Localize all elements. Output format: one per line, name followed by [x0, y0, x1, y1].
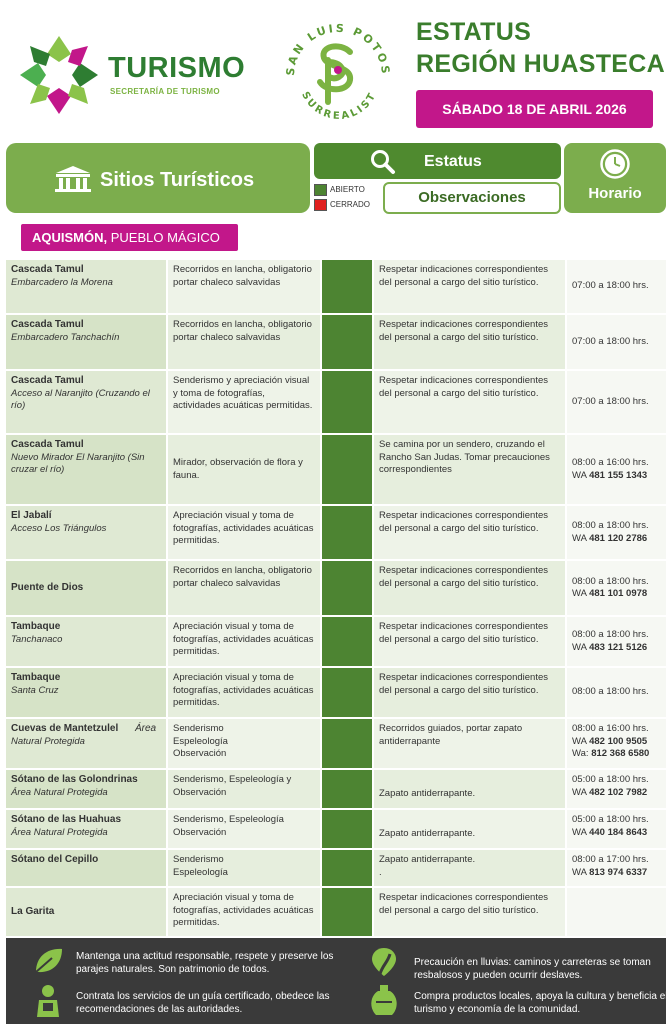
- site-cell: [6, 315, 168, 371]
- wa-prefix: WA: [572, 532, 587, 544]
- tip-local-text: Compra productos locales, apoya la cultura y beneficia el turismo y economía de la comunidad.: [414, 991, 668, 1015]
- status-open-cell: [322, 888, 374, 938]
- table-row: [6, 260, 666, 315]
- site-sub: Área Natural Protegida: [11, 826, 108, 838]
- site-name: Puente de Dios: [11, 581, 84, 593]
- hours-text: 08:00 a 16:00 hrs.: [572, 723, 649, 734]
- site-cell: [6, 719, 168, 770]
- whatsapp-line-2: [572, 748, 661, 761]
- site-cell: [6, 810, 168, 850]
- site-cell: [6, 435, 168, 506]
- table-row: [6, 617, 666, 668]
- table-row: [6, 315, 666, 371]
- notes-cell: Respetar indicaciones correspondientes del personal a cargo del sitio turístico.: [374, 668, 567, 719]
- horario-label: Horario: [588, 185, 642, 202]
- wa-prefix: WA: [572, 469, 587, 481]
- site-name: El Jabalí: [11, 510, 52, 521]
- seal-text-bottom: SURREALIST: [299, 90, 379, 122]
- brand-subtitle: SECRETARÍA DE TURISMO: [110, 87, 220, 96]
- notes-cell: Respetar indicaciones correspondientes del personal a cargo del sitio turístico.: [374, 506, 567, 561]
- legend-closed: CERRADO: [330, 200, 371, 209]
- hours-cell: [567, 810, 666, 850]
- status-open-cell: [322, 260, 374, 315]
- whatsapp-line: [572, 736, 661, 749]
- hours-text: 08:00 a 18:00 hrs.: [572, 686, 649, 698]
- wa-number-2: 812 368 6580: [591, 748, 650, 759]
- site-cell: [6, 506, 168, 561]
- site-name: Cascada Tamul: [11, 375, 84, 386]
- museum-icon: [54, 165, 92, 193]
- activities-cell: Apreciación visual y toma de fotografías, actividades acuáticas permitidas.: [168, 506, 322, 561]
- table-row: [6, 810, 666, 850]
- region-badge: [21, 224, 238, 251]
- pottery-icon: [368, 984, 400, 1018]
- wa-number: 483 121 5126: [589, 641, 648, 653]
- activities-cell: Senderismo, Espeleología Observación: [168, 810, 322, 850]
- activities-cell: Apreciación visual y toma de fotografías, actividades acuáticas permitidas.: [168, 888, 322, 938]
- site-sub: Embarcadero Tanchachín: [11, 331, 120, 343]
- guide-icon: [32, 984, 64, 1018]
- site-name: Sótano del Cepillo: [11, 854, 99, 865]
- turismo-logo: [16, 32, 256, 122]
- seal-text-top: SAN LUIS POTOS: [283, 21, 393, 77]
- site-name: [11, 723, 161, 736]
- title-line-2: REGIÓN HUASTECA: [416, 50, 665, 78]
- wa-number: 481 155 1343: [589, 469, 648, 481]
- hours-text: 05:00 a 18:00 hrs.: [572, 774, 649, 785]
- search-icon: [370, 149, 396, 175]
- hours-cell: [567, 719, 666, 770]
- page-header: [0, 0, 670, 140]
- hours-cell: [567, 260, 666, 315]
- whatsapp-line: [572, 787, 661, 800]
- hours-cell: [567, 371, 666, 435]
- status-open-cell: [322, 506, 374, 561]
- whatsapp-line: [572, 588, 661, 601]
- hours-text: 05:00 a 18:00 hrs.: [572, 814, 649, 825]
- wa-number: 813 974 6337: [589, 866, 648, 878]
- whatsapp-line: [572, 642, 661, 655]
- site-cell: [6, 561, 168, 617]
- hours-cell: [567, 850, 666, 888]
- brand-name: TURISMO: [108, 52, 246, 84]
- site-cell: [6, 668, 168, 719]
- site-name: La Garita: [11, 905, 55, 917]
- table-row: [6, 888, 666, 938]
- site-cell: [6, 850, 168, 888]
- status-open-cell: [322, 435, 374, 506]
- site-sub: Acceso al Naranjito (Cruzando el río): [11, 387, 150, 411]
- site-name: Tambaque: [11, 621, 61, 632]
- hours-cell: [567, 617, 666, 668]
- hours-cell: [567, 561, 666, 617]
- site-sub-prefix: Área: [134, 723, 157, 734]
- notes-cell: Recorridos guiados, portar zapato antiderrapante: [374, 719, 567, 770]
- status-open-cell: [322, 810, 374, 850]
- activities-cell: Senderismo Espeleología Observación: [168, 719, 322, 770]
- table-row: [6, 506, 666, 561]
- status-open-cell: [322, 315, 374, 371]
- wa-number: 482 100 9505: [589, 735, 648, 747]
- site-name: Sótano de las Golondrinas: [11, 774, 138, 785]
- hours-cell: [567, 315, 666, 371]
- site-name: Cascada Tamul: [11, 264, 84, 275]
- site-sub: Acceso Los Triángulos: [11, 522, 107, 534]
- status-open-cell: [322, 668, 374, 719]
- site-name: Sótano de las Huahuas: [11, 814, 122, 825]
- notes-cell: Zapato antiderrapante.: [374, 770, 567, 810]
- status-legend: [314, 182, 380, 214]
- activities-cell: Senderismo y apreciación visual y toma de fotografías, actividades acuáticas permitidas.: [168, 371, 322, 435]
- open-swatch: [314, 184, 327, 196]
- site-cell: [6, 770, 168, 810]
- activities-cell: Apreciación visual y toma de fotografías, actividades acuáticas permitidas.: [168, 617, 322, 668]
- site-sub: Santa Cruz: [11, 684, 59, 696]
- hours-text: 08:00 a 17:00 hrs.: [572, 854, 649, 865]
- notes-cell: Respetar indicaciones correspondientes del personal a cargo del sitio turístico.: [374, 260, 567, 315]
- wa-prefix: WA: [572, 641, 587, 653]
- page-title: [416, 16, 665, 80]
- activities-cell: Recorridos en lancha, obligatorio portar chaleco salvavidas: [168, 260, 322, 315]
- header-estatus: [314, 143, 561, 179]
- activities-cell: Recorridos en lancha, obligatorio portar chaleco salvavidas: [168, 561, 322, 617]
- wa2-prefix: Wa:: [572, 748, 589, 759]
- table-row: [6, 371, 666, 435]
- hours-cell: [567, 506, 666, 561]
- tip-rain-text: Precaución en lluvias: caminos y carreteras se toman resbalosos y pueden ocurrir deslaves.: [414, 957, 651, 981]
- table-row: [6, 561, 666, 617]
- site-sub: Nuevo Mirador El Naranjito (Sin cruzar el río): [11, 451, 145, 475]
- hours-cell: [567, 888, 666, 938]
- wa-prefix: WA: [572, 826, 587, 838]
- whatsapp-line: [572, 533, 661, 546]
- date-badge: SÁBADO 18 DE ABRIL 2026: [416, 90, 653, 128]
- site-name: Cascada Tamul: [11, 439, 84, 450]
- legend-open: ABIERTO: [330, 185, 365, 194]
- slp-seal-logo: [280, 10, 395, 135]
- hours-cell: [567, 770, 666, 810]
- whatsapp-line: [572, 867, 661, 880]
- turismo-star-icon: [16, 32, 102, 118]
- footer-tips: [6, 938, 666, 1024]
- activities-cell: [168, 435, 322, 506]
- site-sub: Embarcadero la Morena: [11, 276, 113, 288]
- status-open-cell: [322, 719, 374, 770]
- sitios-label: Sitios Turísticos: [100, 169, 255, 191]
- clock-icon: [599, 148, 631, 180]
- table-row: [6, 668, 666, 719]
- whatsapp-line: [572, 827, 661, 840]
- wa-prefix: WA: [572, 588, 587, 599]
- wa-prefix: WA: [572, 786, 587, 798]
- hours-cell: [567, 668, 666, 719]
- hours-text: 08:00 a 18:00 hrs.: [572, 575, 649, 587]
- table-row: [6, 770, 666, 810]
- region-name: AQUISMÓN,: [32, 230, 108, 245]
- header-observaciones: Observaciones: [383, 182, 561, 214]
- wa-prefix: WA: [572, 866, 587, 878]
- wa-number: 481 120 2786: [589, 532, 648, 544]
- site-name-text: Cuevas de Mantetzulel: [11, 723, 119, 734]
- header-sitios: [6, 143, 310, 213]
- site-cell: [6, 260, 168, 315]
- hours-text: 08:00 a 18:00 hrs.: [572, 629, 649, 640]
- activities-text: Mirador, observación de flora y fauna.: [173, 457, 303, 481]
- hours-text: 08:00 a 18:00 hrs.: [572, 520, 649, 531]
- notes-cell: Zapato antiderrapante.: [374, 810, 567, 850]
- wa-number: 440 184 8643: [589, 826, 648, 838]
- hours-text: 08:00 a 16:00 hrs.: [572, 457, 649, 468]
- hours-text: 07:00 a 18:00 hrs.: [572, 280, 649, 292]
- wa-prefix: WA: [572, 735, 587, 747]
- notes-cell: Respetar indicaciones correspondientes del personal a cargo del sitio turístico.: [374, 371, 567, 435]
- site-name: Tambaque: [11, 672, 61, 683]
- wa-number: 482 102 7982: [589, 786, 648, 798]
- estatus-label: Estatus: [424, 153, 482, 170]
- site-sub: Natural Protegida: [11, 735, 85, 747]
- hours-text: 07:00 a 18:00 hrs.: [572, 335, 649, 347]
- header-horario: [564, 143, 666, 213]
- site-sub: Área Natural Protegida: [11, 786, 108, 798]
- site-name: Cascada Tamul: [11, 319, 84, 330]
- table-row: [6, 435, 666, 506]
- status-open-cell: [322, 617, 374, 668]
- closed-swatch: [314, 199, 327, 211]
- wa-number: 481 101 0978: [589, 588, 648, 599]
- status-open-cell: [322, 561, 374, 617]
- site-cell: [6, 888, 168, 938]
- notes-cell: Respetar indicaciones correspondientes del personal a cargo del sitio turístico.: [374, 561, 567, 617]
- tip-guide-text: Contrata los servicios de un guía certificado, obedece las recomendaciones de las autoridades.: [76, 991, 330, 1015]
- hours-cell: [567, 435, 666, 506]
- table-row: [6, 850, 666, 888]
- status-open-cell: [322, 770, 374, 810]
- notes-cell: Respetar indicaciones correspondientes del personal a cargo del sitio turístico.: [374, 617, 567, 668]
- site-cell: [6, 617, 168, 668]
- notes-cell: Zapato antiderrapante. .: [374, 850, 567, 888]
- hours-text: 07:00 a 18:00 hrs.: [572, 395, 649, 407]
- site-cell: [6, 371, 168, 435]
- status-open-cell: [322, 850, 374, 888]
- tip-nature-text: Mantenga una actitud responsable, respete y preserve los parajes naturales. Son patrimonio de todos.: [76, 951, 334, 975]
- road-warning-icon: [368, 946, 400, 978]
- activities-cell: Senderismo Espeleología: [168, 850, 322, 888]
- status-open-cell: [322, 371, 374, 435]
- activities-cell: Senderismo, Espeleología y Observación: [168, 770, 322, 810]
- notes-cell: Se camina por un sendero, cruzando el Rancho San Judas. Tomar precauciones correspondientes: [374, 435, 567, 506]
- notes-cell: Respetar indicaciones correspondientes del personal a cargo del sitio turístico.: [374, 315, 567, 371]
- activities-cell: Apreciación visual y toma de fotografías, actividades acuáticas permitidas.: [168, 668, 322, 719]
- table-row: [6, 719, 666, 770]
- title-line-1: ESTATUS: [416, 18, 532, 46]
- notes-cell: Respetar indicaciones correspondientes del personal a cargo del sitio turístico.: [374, 888, 567, 938]
- leaf-icon: [32, 946, 64, 976]
- site-sub: Tanchanaco: [11, 633, 63, 645]
- whatsapp-line: [572, 470, 661, 483]
- region-tag: PUEBLO MÁGICO: [107, 230, 220, 245]
- activities-cell: Recorridos en lancha, obligatorio portar chaleco salvavidas: [168, 315, 322, 371]
